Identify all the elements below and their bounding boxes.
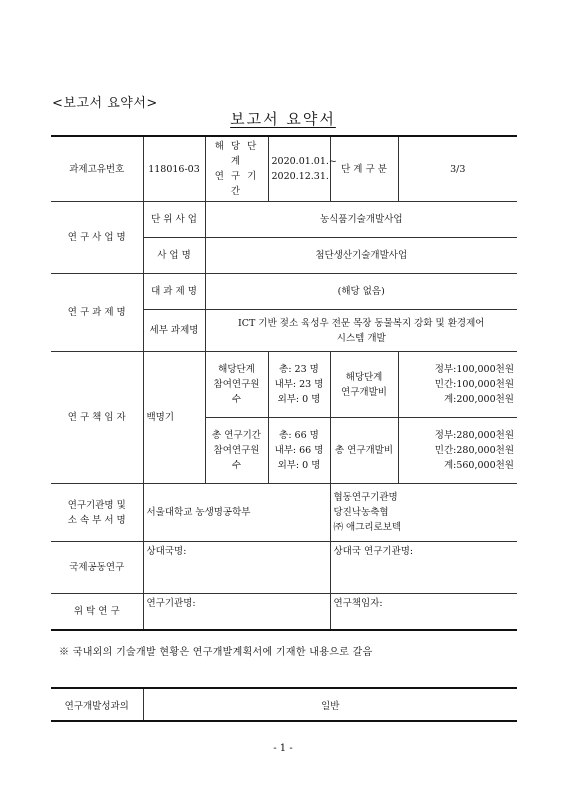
summary-header-label: <보고서 요약서> — [52, 96, 158, 111]
stage-participants-external: 외부: 0 명 — [277, 394, 321, 405]
institution-label — [51, 484, 143, 542]
stage-participants-label — [205, 352, 268, 418]
intl-country: 상대국명: — [143, 542, 330, 594]
total-cost-sum: 계:560,000천원 — [443, 460, 514, 471]
total-participants-line2: 참여연구원 — [213, 445, 260, 456]
result-table — [51, 687, 517, 722]
sub-task-line2: 시스템 개발 — [336, 332, 386, 344]
sub-task-label: 세부 과제명 — [143, 310, 205, 352]
outsource-lead: 연구책임자: — [330, 594, 517, 630]
total-cost-value — [398, 418, 517, 484]
program-name-label: 사 업 명 — [143, 238, 205, 274]
stage-period-label — [205, 136, 268, 202]
unit-program-value: 농식품기술개발사업 — [205, 202, 517, 238]
outsource-label: 위 탁 연 구 — [51, 594, 143, 630]
sub-task-line1: ICT 기반 젖소 육성우 전문 목장 동물복지 강화 및 환경제어 — [238, 317, 485, 329]
main-task-label: 대 과 제 명 — [143, 274, 205, 310]
total-cost-gov: 정부:280,000천원 — [434, 430, 514, 441]
sub-task-value — [205, 310, 517, 352]
total-participants-total: 총: 66 명 — [279, 430, 319, 441]
institution-label-line1: 연구기관명 및 — [67, 499, 126, 511]
task-label: 연 구 과 제 명 — [51, 274, 143, 352]
researcher-stage-row — [51, 352, 517, 418]
stage-period-label-line2: 연 구 기 간 — [214, 171, 259, 197]
program-name-value: 첨단생산기술개발사업 — [205, 238, 517, 274]
stage-period-value — [268, 136, 337, 202]
outsource-row — [51, 594, 517, 630]
coop-institution-label: 협동연구기관명 — [333, 492, 398, 503]
stage-cost-line1: 해당단계 — [345, 371, 383, 383]
footnote: ※ 국내외의 기술개발 현황은 연구개발계획서에 기재한 내용으로 갈음 — [59, 647, 373, 658]
stage-period-start: 2020.01.01.~ — [271, 156, 337, 167]
researcher-name: 백명기 — [143, 352, 205, 484]
intl-org: 상대국 연구기관명: — [330, 542, 517, 594]
page-title-text: 보고서 요약서 — [230, 110, 336, 128]
stage-period-label-line1: 해 당 단 계 — [214, 141, 259, 167]
stage-participants-total: 총: 23 명 — [279, 364, 319, 375]
stage-cost-private: 민간:100,000천원 — [434, 379, 514, 390]
total-participants-value — [268, 418, 330, 484]
result-row — [51, 688, 517, 721]
project-id-row — [51, 136, 517, 202]
researcher-label: 연 구 책 임 자 — [51, 352, 143, 484]
stage-division-value: 3/3 — [398, 136, 517, 202]
page-number: - 1 - — [273, 743, 293, 754]
stage-cost-label — [330, 352, 398, 418]
stage-division-label: 단 계 구 분 — [330, 136, 398, 202]
stage-cost-line2: 연구개발비 — [341, 386, 387, 398]
project-id-value: 118016-03 — [143, 136, 205, 202]
stage-participants-line3: 수 — [231, 394, 242, 405]
page-title — [0, 108, 566, 129]
stage-cost-sum: 계:200,000천원 — [443, 394, 514, 405]
institution-label-line2: 소 속 부 서 명 — [67, 514, 126, 526]
total-participants-external: 외부: 0 명 — [277, 460, 321, 471]
stage-cost-gov: 정부:100,000천원 — [434, 364, 514, 375]
total-cost-label: 총 연구개발비 — [330, 418, 398, 484]
total-cost-private: 민간:280,000천원 — [434, 445, 514, 456]
stage-participants-value — [268, 352, 330, 418]
total-participants-internal: 내부: 66 명 — [274, 445, 324, 456]
result-value: 일반 — [143, 688, 517, 721]
intl-row — [51, 542, 517, 594]
main-task-value: (해당 없음) — [205, 274, 517, 310]
outsource-org: 연구기관명: — [143, 594, 330, 630]
coop-institution-cell — [330, 484, 517, 542]
stage-period-end: 2020.12.31. — [271, 171, 329, 182]
institution-value: 서울대학교 농생명공학부 — [143, 484, 330, 542]
unit-program-label: 단 위 사 업 — [143, 202, 205, 238]
program-unit-row — [51, 202, 517, 238]
coop-institution-1: 당진낙농축협 — [333, 507, 389, 518]
stage-participants-internal: 내부: 23 명 — [274, 379, 324, 390]
result-label: 연구개발성과의 — [51, 688, 143, 721]
total-participants-label — [205, 418, 268, 484]
total-participants-line3: 수 — [231, 460, 242, 471]
stage-participants-line1: 해당단계 — [218, 364, 255, 375]
coop-institution-2: ㈜ 애그리로보텍 — [333, 522, 402, 533]
summary-table — [51, 135, 517, 631]
stage-participants-line2: 참여연구원 — [213, 379, 260, 390]
stage-cost-value — [398, 352, 517, 418]
institution-row — [51, 484, 517, 542]
program-label: 연 구 사 업 명 — [51, 202, 143, 274]
total-participants-line1: 총 연구기간 — [212, 430, 261, 441]
intl-label: 국제공동연구 — [51, 542, 143, 594]
task-main-row — [51, 274, 517, 310]
project-id-label: 과제고유번호 — [51, 136, 143, 202]
